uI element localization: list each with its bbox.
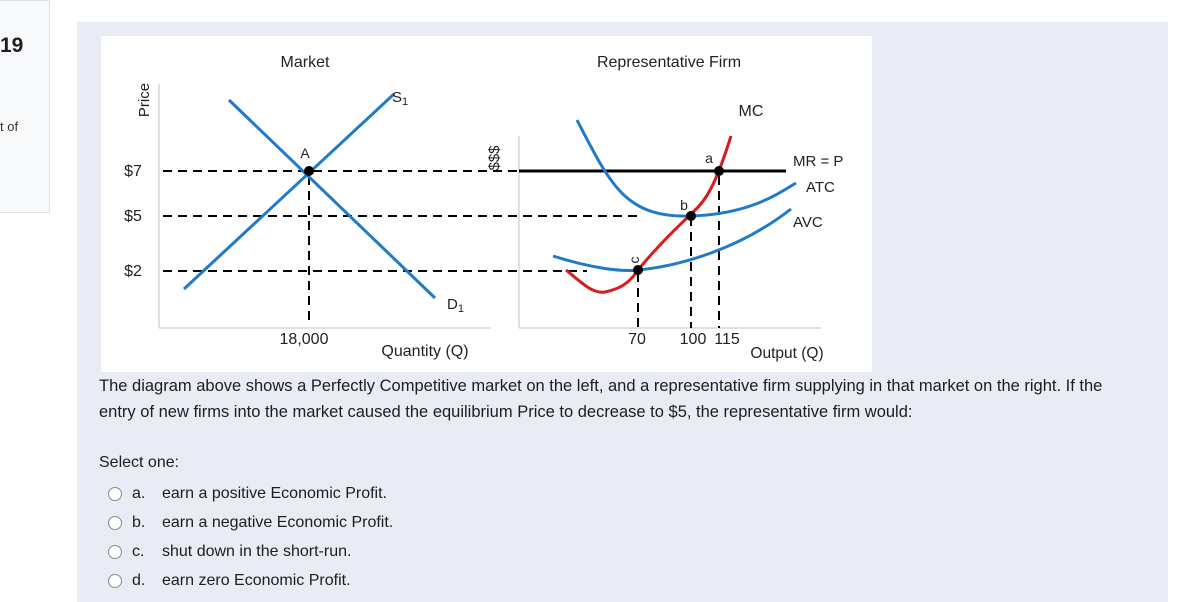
price-guide-lines — [163, 171, 641, 271]
economics-diagram — [101, 36, 872, 372]
question-text: The diagram above shows a Perfectly Competitive market on the left, and a representative firm supplying in that market on the right. If the entry of new firms into the market caused the equilibrium Price to decrease to $5, the representative firm would: — [99, 377, 1103, 421]
option-d-text[interactable]: earn zero Economic Profit. — [162, 572, 351, 589]
demand-label: $D_1$ — [447, 296, 464, 315]
radio-button-a[interactable] — [108, 487, 122, 501]
market-quantity-tick: 18,000 — [279, 331, 329, 348]
option-a-letter: a. — [132, 485, 146, 502]
firm-title: Representative Firm — [596, 54, 742, 71]
market-x-axis-label: Quantity (Q) — [381, 343, 469, 360]
price-label-2: $2 — [124, 263, 142, 280]
firm-quantity-guides — [638, 176, 719, 328]
option-c-letter: c. — [132, 543, 145, 560]
avc-label: AVC — [793, 214, 823, 231]
price-label-7: $7 — [124, 163, 142, 180]
radio-button-c[interactable] — [108, 545, 122, 559]
point-b-firm-label: b — [680, 197, 688, 213]
atc-label: ATC — [806, 179, 835, 196]
demand-curve — [229, 100, 435, 298]
question-nav-panel — [0, 0, 50, 213]
firm-tick-115: 115 — [714, 331, 740, 348]
option-a-text[interactable]: earn a positive Economic Profit. — [162, 485, 387, 502]
firm-axes — [519, 136, 821, 328]
point-a-firm — [714, 166, 724, 176]
avc-curve — [553, 209, 791, 270]
option-b-text[interactable]: earn a negative Economic Profit. — [162, 514, 394, 531]
question-nav-subtext: t of — [0, 119, 19, 134]
diagram-svg — [101, 36, 872, 372]
firm-x-axis-label: Output (Q) — [750, 345, 824, 362]
option-b-letter: b. — [132, 514, 146, 531]
supply-label: $S_1$ — [392, 89, 409, 108]
point-a-firm-label: a — [705, 150, 713, 166]
price-label-5: $5 — [124, 208, 142, 225]
option-c-text[interactable]: shut down in the short-run. — [162, 543, 352, 560]
market-title: Market — [280, 54, 330, 71]
question-number: 19 — [0, 34, 24, 57]
supply-curve — [184, 94, 394, 289]
option-d-letter: d. — [132, 572, 146, 589]
mc-label: MC — [738, 103, 764, 120]
radio-button-b[interactable] — [108, 516, 122, 530]
mr-label: MR = P — [793, 153, 844, 170]
point-c-firm — [633, 265, 643, 275]
firm-tick-100: 100 — [679, 331, 707, 348]
equilibrium-point-a — [304, 166, 314, 176]
market-y-axis-label: Price — [136, 82, 153, 118]
radio-button-d[interactable] — [108, 574, 122, 588]
select-one-label: Select one: — [99, 454, 180, 471]
point-c-firm-label: c — [626, 256, 642, 264]
firm-tick-70: 70 — [628, 331, 646, 348]
point-a-label: A — [300, 145, 310, 161]
firm-y-axis-label: $$$ — [486, 145, 503, 171]
market-axes — [159, 84, 491, 328]
